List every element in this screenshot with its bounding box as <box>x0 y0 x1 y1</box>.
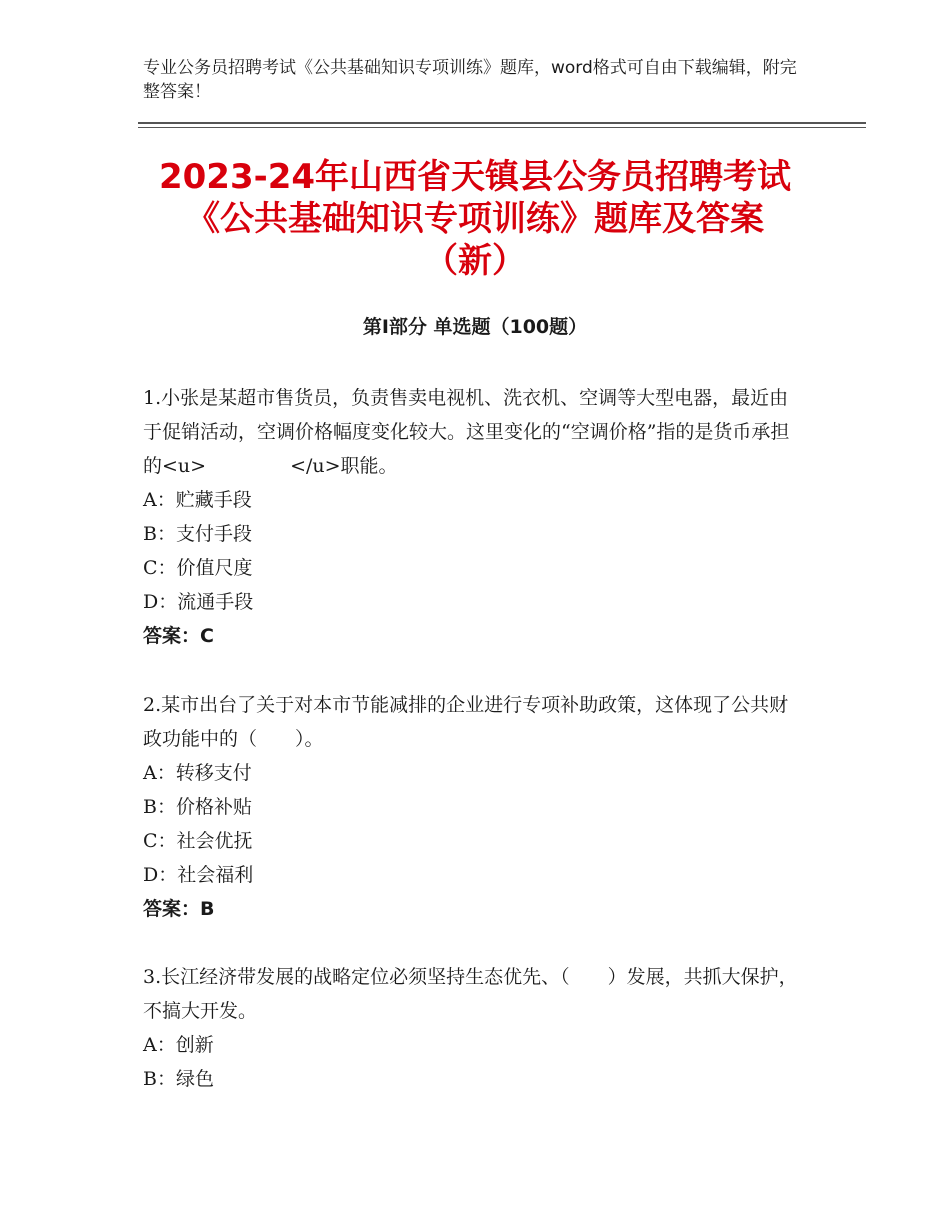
option-b: B：价格补贴 <box>143 796 252 818</box>
title-line-2: 《公共基础知识专项训练》题库及答案 <box>186 199 764 239</box>
question-2 <box>143 688 803 926</box>
document-title <box>140 156 810 282</box>
section-heading: 第Ⅰ部分 单选题（100题） <box>362 316 588 338</box>
question-3 <box>143 960 803 1096</box>
option-d: D：社会福利 <box>143 864 254 886</box>
option-b: B：支付手段 <box>143 523 252 545</box>
answer-line: 答案：C <box>143 625 214 647</box>
option-a: A：创新 <box>143 1034 214 1056</box>
question-stem-part-1: 1.小张是某超市售货员，负责售卖电视机、洗衣机、空调等大型电器，最近由于促销活动，空调价格幅度变化较大。这里变化的“空调价格”指的是货币承担的<u> <box>143 387 790 477</box>
question-1 <box>143 381 803 653</box>
option-c: C：价值尺度 <box>143 557 253 579</box>
question-stem-part-2: </u>职能。 <box>290 455 398 477</box>
option-a: A：贮藏手段 <box>143 489 252 511</box>
question-stem: 2.某市出台了关于对本市节能减排的企业进行专项补助政策，这体现了公共财政功能中的（ ）。 <box>143 694 789 750</box>
option-c: C：社会优抚 <box>143 830 253 852</box>
header-note: 专业公务员招聘考试《公共基础知识专项训练》题库，word格式可自由下载编辑，附完整答案！ <box>143 58 797 102</box>
option-b: B：绿色 <box>143 1068 214 1090</box>
answer-line: 答案：B <box>143 898 215 920</box>
option-a: A：转移支付 <box>143 762 252 784</box>
title-line-1: 2023-24年山西省天镇县公务员招聘考试 <box>158 157 792 197</box>
title-line-3: （新） <box>424 241 526 281</box>
option-d: D：流通手段 <box>143 591 254 613</box>
header-rule-thick <box>138 122 866 124</box>
question-stem <box>143 381 803 483</box>
header-rule-thin <box>138 127 866 128</box>
question-stem: 3.长江经济带发展的战略定位必须坚持生态优先、（ ）发展，共抓大保护，不搞大开发。 <box>143 966 798 1022</box>
